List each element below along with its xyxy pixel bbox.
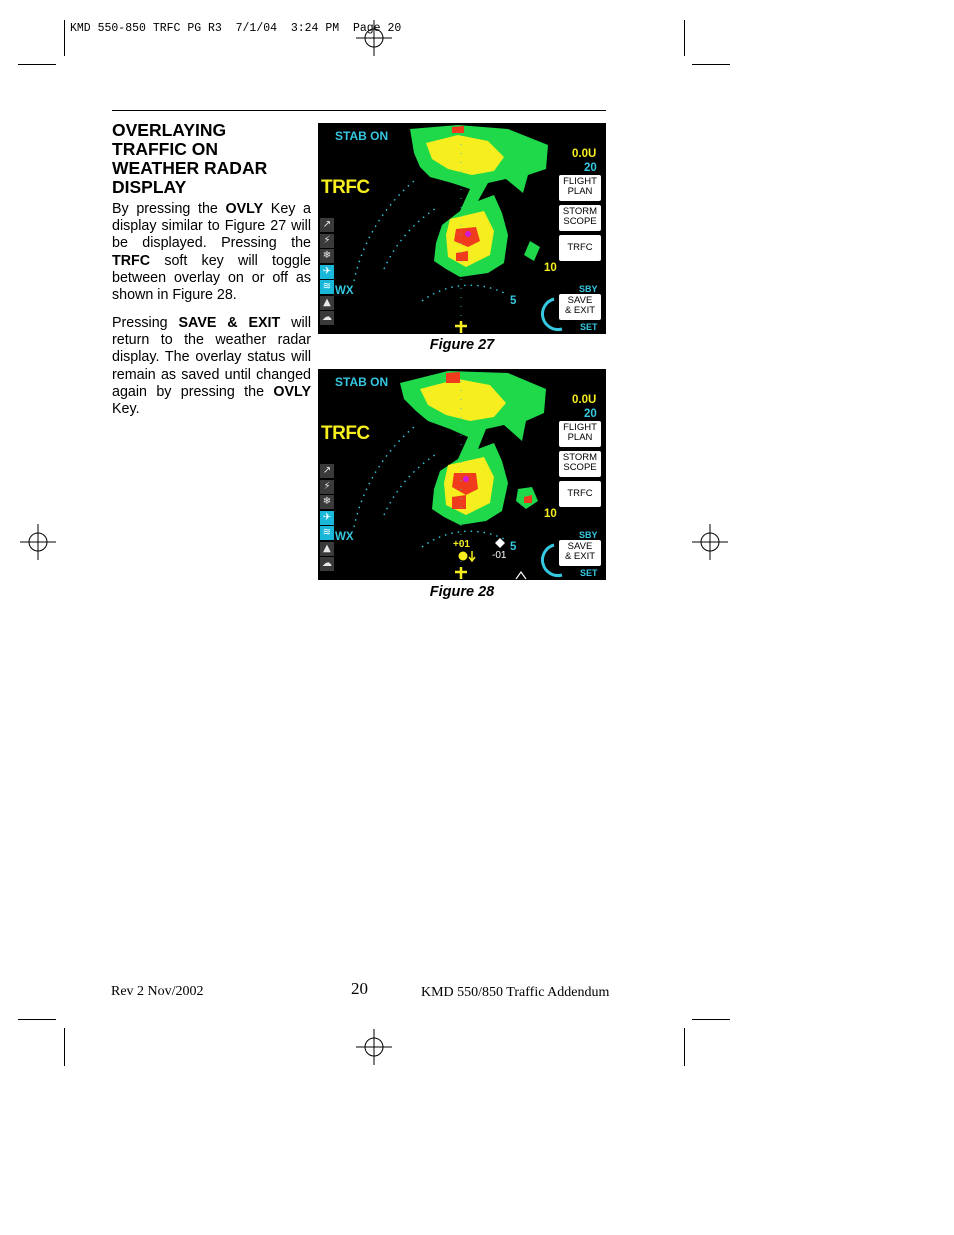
registration-mark-icon <box>356 1029 392 1065</box>
footer-title: KMD 550/850 Traffic Addendum <box>421 985 610 1000</box>
wx-label: WX <box>335 285 354 297</box>
wind-icon[interactable]: ≋ <box>320 280 334 294</box>
lightning-icon[interactable]: ⚡ <box>320 480 334 494</box>
range-label-inner: 5 <box>510 541 517 553</box>
slug-line: KMD 550-850 TRFC PG R3 7/1/04 3:24 PM Page 20 <box>70 22 402 35</box>
flight-plan-softkey[interactable] <box>559 175 601 201</box>
trfc-softkey[interactable] <box>559 481 601 507</box>
aircraft-icon[interactable]: ✈ <box>320 511 334 525</box>
radar-display-figure-28 <box>318 369 606 580</box>
range-label-outer: 20 <box>584 162 597 174</box>
softkey-label: & EXIT <box>564 304 596 316</box>
weather-icon[interactable]: ☁ <box>322 558 332 569</box>
softkey-label: SCOPE <box>563 215 597 227</box>
save-exit-softkey[interactable] <box>559 540 601 566</box>
trfc-softkey[interactable] <box>559 235 601 261</box>
wind-icon[interactable]: ≋ <box>320 526 334 540</box>
wx-label: WX <box>335 531 354 543</box>
crop-mark <box>692 64 730 65</box>
para-text: will return to the weather radar display. The overlay status will remain as saved until changed again by pressing the <box>112 315 312 400</box>
registration-mark-icon <box>20 524 56 560</box>
para-text: Key. <box>112 401 140 418</box>
header-rule <box>112 110 606 111</box>
softkey-label: STORM <box>562 206 598 217</box>
crop-mark <box>692 1019 730 1020</box>
key-name: OVLY <box>225 201 264 217</box>
registration-mark-icon <box>692 524 728 560</box>
crop-mark <box>684 20 685 56</box>
body-paragraph-2 <box>112 315 311 418</box>
softkey-label: FLIGHT <box>563 422 597 433</box>
para-text: Key a display similar to Figure 27 will be displayed. Pressing the <box>112 201 312 252</box>
trfc-mode-label: TRFC <box>321 423 370 444</box>
tilt-readout: 0.0U <box>572 148 597 160</box>
set-label: SET <box>580 322 598 332</box>
softkey-label: PLAN <box>567 431 593 443</box>
heading-line: TRAFFIC ON <box>112 139 218 159</box>
softkey-label: PLAN <box>567 185 593 197</box>
softkey-label: SCOPE <box>563 461 597 473</box>
page-number: 20 <box>351 979 368 998</box>
softkey-label: TRFC <box>567 242 593 253</box>
figure-27-caption: Figure 27 <box>429 337 495 353</box>
function-icon-strip <box>320 218 334 327</box>
pointer-icon[interactable]: ↗ <box>320 464 334 478</box>
softkey-label: STORM <box>562 452 598 463</box>
stab-status: STAB ON <box>335 375 389 389</box>
figure-28-caption: Figure 28 <box>429 584 495 600</box>
para-text: By pressing the <box>112 201 226 217</box>
range-label-inner: 5 <box>510 295 517 307</box>
softkey-label: SAVE <box>567 295 593 306</box>
range-label-mid: 10 <box>544 262 557 274</box>
crop-mark <box>64 20 65 56</box>
body-paragraph-1 <box>112 201 311 304</box>
lightning-icon[interactable]: ⚡ <box>320 234 334 248</box>
crop-mark <box>684 1028 685 1066</box>
range-label-outer: 20 <box>584 408 597 420</box>
sby-label: SBY <box>579 284 598 294</box>
heading-line: DISPLAY <box>112 177 187 197</box>
storm-scope-softkey[interactable] <box>559 451 601 477</box>
storm-scope-softkey[interactable] <box>559 205 601 231</box>
save-exit-softkey[interactable] <box>559 294 601 320</box>
aircraft-icon[interactable]: ✈ <box>320 265 334 279</box>
sby-label: SBY <box>579 530 598 540</box>
stab-status: STAB ON <box>335 129 389 143</box>
crop-mark <box>18 64 56 65</box>
trfc-mode-label: TRFC <box>321 177 370 198</box>
para-text: Pressing <box>112 315 179 331</box>
heading-line: OVERLAYING <box>112 120 227 140</box>
flight-plan-softkey[interactable] <box>559 421 601 447</box>
traffic-altitude-below: -01 <box>492 550 507 561</box>
traffic-altitude-above: +01 <box>453 539 470 550</box>
tilt-readout: 0.0U <box>572 394 597 406</box>
function-icon-strip <box>320 464 334 573</box>
softkey-label: SAVE <box>567 541 593 552</box>
set-label: SET <box>580 568 598 578</box>
softkey-label: TRFC <box>567 488 593 499</box>
softkey-label: & EXIT <box>564 550 596 562</box>
heading-line: WEATHER RADAR <box>112 158 268 178</box>
snow-icon[interactable]: ❄ <box>320 249 334 263</box>
key-name: OVLY <box>273 383 311 400</box>
terrain-icon[interactable]: ▲ <box>320 296 334 310</box>
snow-icon[interactable]: ❄ <box>320 495 334 509</box>
radar-display-figure-27 <box>318 123 606 334</box>
pointer-icon[interactable]: ↗ <box>320 218 334 232</box>
crop-mark <box>64 1028 65 1066</box>
footer-revision: Rev 2 Nov/2002 <box>111 984 204 999</box>
para-text: soft key will toggle between overlay on or off as shown in Figure 28. <box>112 252 311 304</box>
range-label-mid: 10 <box>544 508 557 520</box>
crop-mark <box>18 1019 56 1020</box>
key-name: TRFC <box>112 252 151 269</box>
section-heading <box>112 121 312 197</box>
weather-icon[interactable]: ☁ <box>322 312 332 323</box>
terrain-icon[interactable]: ▲ <box>320 542 334 556</box>
registration-mark-icon <box>356 20 392 56</box>
key-name: SAVE & EXIT <box>178 315 281 331</box>
softkey-label: FLIGHT <box>563 176 597 187</box>
